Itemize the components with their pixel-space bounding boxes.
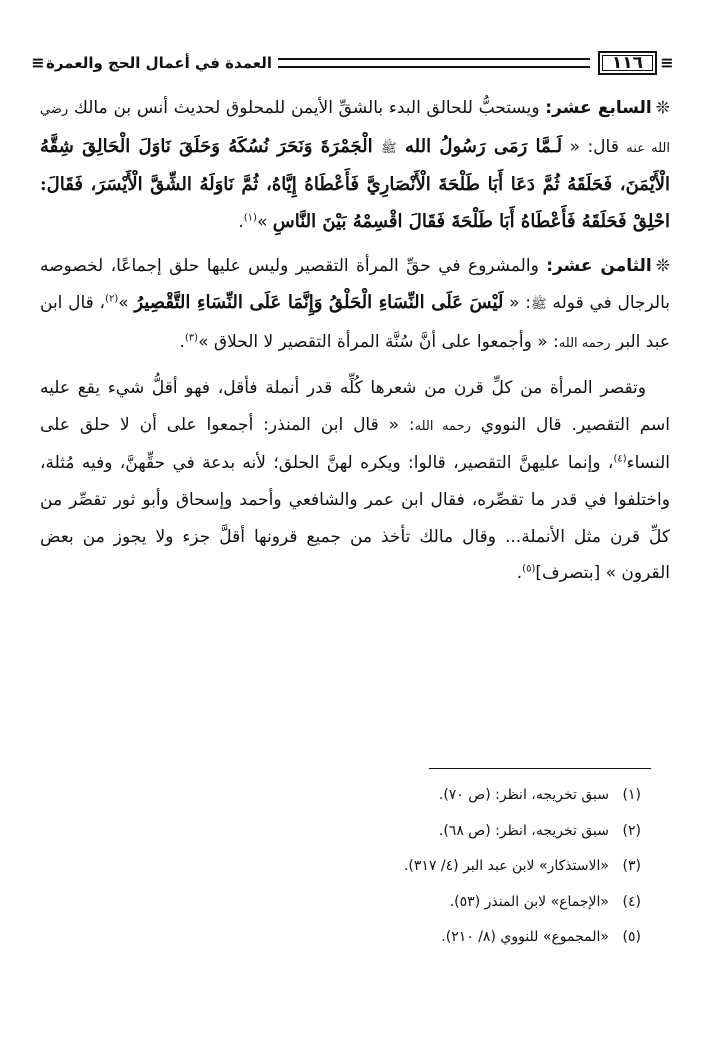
hadith-quote: لَيْسَ عَلَى النِّسَاءِ الْحَلْقُ وَإِنَّمَا عَلَى النِّسَاءِ التَّقْصِيرُ [134, 291, 504, 313]
footnote-number: (٢) [622, 822, 641, 839]
footnote-ref: (٤) [613, 453, 627, 465]
honorific: ﷺ [531, 296, 547, 312]
footnote-item [81, 778, 641, 814]
footnote-item [81, 885, 641, 921]
footnote-item [81, 849, 641, 885]
paragraph-seventeenth [40, 90, 670, 240]
star-icon: ❊ [655, 256, 670, 277]
footnote-ref: (١) [243, 212, 257, 224]
body-text [40, 90, 670, 592]
paragraph-text: . [238, 211, 244, 232]
footnote-text: سبق تخريجه، انظر: (ص ٧٠). [438, 787, 609, 803]
footnote-ref: (٢) [105, 293, 119, 305]
paragraph-text: : « وأجمعوا على أنَّ سُنَّة المرأة التقصير لا الحلاق » [198, 331, 559, 352]
star-icon: ❊ [655, 98, 670, 118]
paragraph-text: ، قال ابن عبد البر [40, 292, 670, 352]
footnote-text: سبق تخريجه، انظر: (ص ٦٨). [438, 822, 609, 839]
paragraph-text: . [179, 331, 185, 352]
honorific: ﷺ [380, 140, 397, 156]
footnote-item [81, 920, 641, 956]
paragraph-women-trimming [40, 370, 670, 592]
section-lead: السابع عشر: [545, 98, 652, 118]
hadith-quote: الْجَمْرَةَ وَنَحَرَ نُسُكَهُ وَحَلَقَ نَاوَلَ الْحَالِقَ شِقَّهُ الْأَيْمَنَ، فَحَلَقَهُ ثُمَّ دَعَا أَبَا طَلْحَةَ الْأَنْصَارِيَّ فَأَعْطَاهُ إِيَّاهُ، ثُمَّ نَاوَلَهُ الشِّقَّ الْأَيْسَرَ، فَقَالَ: احْلِقْ فَحَلَقَهُ فَأَعْطَاهُ أَبَا طَلْحَةَ فَقَالَ اقْسِمْهُ بَيْنَ النَّاسِ [40, 135, 670, 232]
hadith-quote: لَـمَّا رَمَى رَسُولُ الله [396, 135, 563, 157]
paragraph-text: ، وإنما عليهنَّ التقصير، قالوا: ويكره لهنَّ الحلق؛ لأنه بدعة في حقِّهنَّ، وفيه مُثلة، واختلفوا في قدر ما تقصِّره، فقال ابن عمر والشافعي وأحمد وإسحاق وأبو ثور تقصِّر من كلِّ قرن مثل الأنملة... وقال مالك تأخذ من جميع قرونها أقلَّ جزء ولا يجوز من بعض القرون » [بتصرف] [40, 453, 670, 584]
footnote-number: (١) [622, 787, 641, 803]
header-rule [278, 58, 590, 68]
footnote-ref: (٣) [184, 331, 199, 343]
header-deco-left: ≡ [31, 53, 45, 72]
page-number: ١١٦ [598, 51, 657, 75]
footnote-number: (٤) [622, 893, 641, 910]
footnote-text: «الإجماع» لابن المنذر (٥٣). [449, 893, 609, 910]
paragraph-text: والمشروع في حقِّ المرأة التقصير وليس عليها حلق إجماعًا، لخصوصه بالرجال في قوله [40, 256, 670, 313]
footnote-item [81, 814, 641, 850]
footnote-number: (٥) [622, 929, 641, 945]
paragraph-text: » [118, 292, 135, 313]
honorific: رحمه الله [558, 335, 611, 351]
footnote-text: «الاستذكار» لابن عبد البر (٤/ ٣١٧). [403, 858, 609, 874]
paragraph-text: ويستحبُّ للحالق البدء بالشقِّ الأيمن للمحلوق لحديث أنس بن مالك [68, 98, 546, 118]
footnote-number: (٣) [622, 858, 641, 874]
footnotes [81, 778, 641, 956]
honorific: رحمه الله [414, 418, 471, 434]
section-lead: الثامن عشر: [546, 256, 652, 277]
paragraph-text: » [256, 211, 273, 232]
paragraph-text: . [516, 563, 523, 584]
paragraph-text: وتقصر المرأة من كلِّ قرن من شعرها كُلِّه قدر أنملة فأقل، فهو أقلُّ شيء يقع عليه اسم التقصير. قال النووي [40, 378, 670, 435]
running-title: العمدة في أعمال الحج والعمرة [46, 54, 272, 72]
footnote-text: «المجموع» للنووي (٨/ ٢١٠). [441, 929, 609, 945]
paragraph-eighteenth [40, 248, 670, 362]
paragraph-text: : « [503, 292, 532, 313]
paragraph-text: قال: « [562, 136, 627, 157]
honorific: رضي الله عنه [40, 102, 670, 156]
footnote-divider [429, 768, 651, 769]
header-deco-right: ≡ [660, 53, 674, 72]
page-header [30, 50, 675, 76]
paragraph-text: : « قال ابن المنذر: أجمعوا على أن لا حلق على النساء [40, 414, 670, 474]
footnote-ref: (٥) [522, 563, 536, 575]
